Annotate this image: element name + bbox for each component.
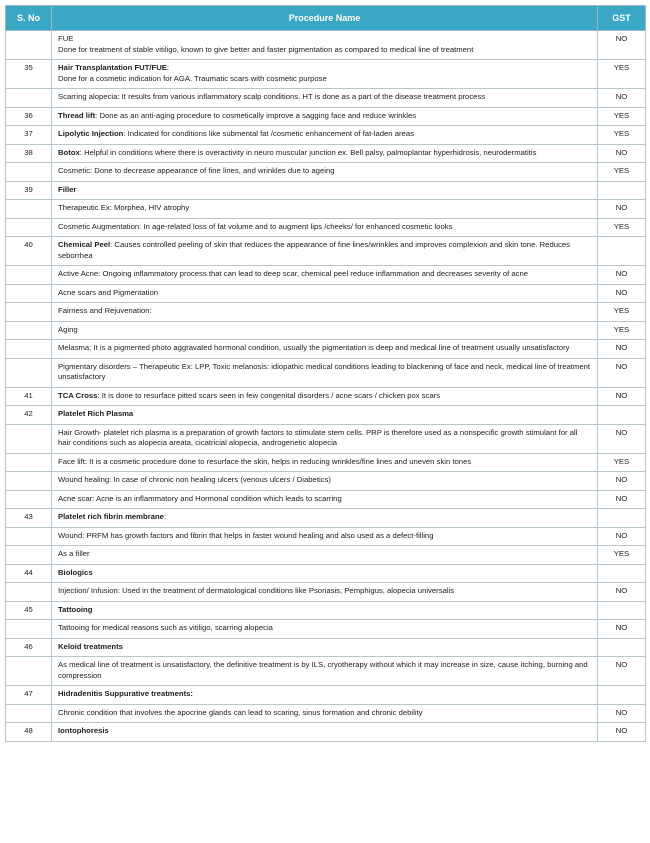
- procedure-cell: [52, 686, 598, 705]
- procedure-description-line: [58, 568, 591, 579]
- procedure-description: Fairness and Rejuvenation:: [58, 306, 152, 315]
- gst-cell: NO: [598, 144, 646, 163]
- serial-number-cell: [6, 163, 52, 182]
- procedure-cell: [52, 527, 598, 546]
- serial-number-cell: 39: [6, 181, 52, 200]
- gst-cell: [598, 509, 646, 528]
- table-row: [6, 620, 646, 639]
- table-row: [6, 107, 646, 126]
- procedure-cell: [52, 266, 598, 285]
- table-row: [6, 200, 646, 219]
- gst-cell: NO: [598, 89, 646, 108]
- procedure-cell: [52, 620, 598, 639]
- header-row: [6, 6, 646, 31]
- procedure-cell: [52, 424, 598, 453]
- procedure-cell: [52, 583, 598, 602]
- procedure-description-line: [58, 325, 591, 336]
- procedure-description-line: [58, 222, 591, 233]
- table-header: [6, 6, 646, 31]
- procedure-description-line: [58, 726, 591, 737]
- procedure-description-line: [58, 111, 591, 122]
- serial-number-cell: [6, 358, 52, 387]
- table-row: [6, 340, 646, 359]
- procedure-cell: [52, 723, 598, 742]
- procedure-description: Wound: PRFM has growth factors and fibrin that helps in faster wound healing and also used as a defect-filling: [58, 530, 434, 540]
- table-row: [6, 527, 646, 546]
- gst-cell: NO: [598, 620, 646, 639]
- gst-cell: NO: [598, 424, 646, 453]
- table-row: [6, 472, 646, 491]
- serial-number-cell: 38: [6, 144, 52, 163]
- procedure-description-line: [58, 689, 591, 700]
- procedure-cell: [52, 144, 598, 163]
- serial-number-cell: [6, 89, 52, 108]
- procedure-description: Wound healing: In case of chronic non healing ulcers (venous ulcers / Diabetics): [58, 475, 331, 484]
- procedure-description-line: [58, 549, 591, 560]
- procedure-description-line: [58, 623, 591, 634]
- title-separator: :: [95, 110, 100, 120]
- table-row: [6, 284, 646, 303]
- table-row: [6, 723, 646, 742]
- procedure-description: Helpful in conditions where there is overactivity in neuro muscular junction ex. Bell palsy, palmoplantar hyperhidrosis, neurodermatitis: [84, 147, 537, 157]
- procedure-description: Face lift: It is a cosmetic procedure done to resurface the skin, helps in reducing wrinkles/fine lines and uneven skin tones: [58, 456, 472, 466]
- procedure-description-line: [58, 605, 591, 616]
- procedure-cell: [52, 546, 598, 565]
- serial-number-cell: [6, 472, 52, 491]
- table-row: [6, 89, 646, 108]
- procedure-description: Acne scar: Acne is an inflammatory and Hormonal condition which leads to scarring: [58, 493, 342, 503]
- procedure-description-line: [58, 240, 591, 261]
- procedure-description-line: [58, 166, 591, 177]
- table-row: [6, 490, 646, 509]
- serial-number-cell: 35: [6, 60, 52, 89]
- table-row: [6, 424, 646, 453]
- serial-number-cell: 42: [6, 406, 52, 425]
- serial-number-cell: [6, 321, 52, 340]
- procedure-title: Hidradenitis Suppurative treatments:: [58, 689, 193, 698]
- procedure-cell: [52, 472, 598, 491]
- procedure-title: TCA Cross: [58, 390, 98, 400]
- title-separator: :: [110, 240, 115, 249]
- serial-number-cell: 41: [6, 387, 52, 406]
- table-row: [6, 163, 646, 182]
- gst-cell: YES: [598, 546, 646, 565]
- procedure-description-line: [58, 428, 591, 449]
- gst-cell: NO: [598, 527, 646, 546]
- gst-cell: [598, 638, 646, 657]
- procedure-cell: [52, 107, 598, 126]
- procedure-description-line: [58, 531, 591, 542]
- table-row: [6, 638, 646, 657]
- serial-number-cell: [6, 284, 52, 303]
- procedure-description-line: [58, 288, 591, 299]
- procedure-cell: [52, 284, 598, 303]
- procedure-description: Injection/ Infusion: Used in the treatment of dermatological conditions like Psoriasis, Pemphigus, alopecia universalis: [58, 586, 455, 595]
- procedure-description: Causes controlled peeling of skin that reduces the appearance of fine lines/wrinkles and improves complexion and skin tone. Reduces seborrhea: [58, 240, 570, 260]
- gst-cell: [598, 601, 646, 620]
- procedure-title: Filler: [58, 184, 77, 194]
- table-body: [6, 31, 646, 742]
- gst-cell: YES: [598, 453, 646, 472]
- procedure-description-line: [58, 203, 591, 214]
- table-row: [6, 387, 646, 406]
- procedure-description-line: [58, 343, 591, 354]
- procedure-cell: [52, 89, 598, 108]
- procedure-title: Tattooing: [58, 604, 93, 614]
- gst-cell: YES: [598, 107, 646, 126]
- gst-cell: YES: [598, 303, 646, 322]
- serial-number-cell: 37: [6, 126, 52, 145]
- procedure-table: [5, 5, 646, 742]
- procedure-description-line: [58, 148, 591, 159]
- table-row: [6, 583, 646, 602]
- procedure-cell: [52, 200, 598, 219]
- procedure-description: Pigmentary disorders – Therapeutic Ex: LPP, Toxic melanosis: idiopathic medical conditions leading to blackening of face and neck, medical line of treatment unsatisfactory: [58, 361, 591, 381]
- procedure-description: Cosmetic Augmentation: In age-related loss of fat volume and to augment lips /cheeks/ for enhanced cosmetic looks: [58, 221, 453, 231]
- serial-number-cell: 45: [6, 601, 52, 620]
- gst-cell: YES: [598, 60, 646, 89]
- procedure-description-line: [58, 391, 591, 402]
- procedure-description-line: [58, 362, 591, 383]
- serial-number-cell: [6, 218, 52, 237]
- gst-cell: NO: [598, 31, 646, 60]
- procedure-cell: [52, 509, 598, 528]
- procedure-description-line: [58, 475, 591, 486]
- gst-column-header: GST: [598, 6, 646, 31]
- procedure-description-line: [58, 129, 591, 140]
- serial-number-cell: 48: [6, 723, 52, 742]
- procedure-cell: [52, 387, 598, 406]
- serial-number-cell: 46: [6, 638, 52, 657]
- procedure-description: Cosmetic: Done to decrease appearance of fine lines, and wrinkles due to ageing: [58, 166, 335, 175]
- procedure-title: Iontophoresis: [58, 726, 109, 735]
- gst-cell: NO: [598, 704, 646, 723]
- table-row: [6, 237, 646, 266]
- serial-number-cell: [6, 340, 52, 359]
- table-row: [6, 704, 646, 723]
- table-row: [6, 144, 646, 163]
- table-row: [6, 266, 646, 285]
- procedure-title: Platelet rich fibrin membrane: [58, 512, 164, 521]
- table-row: [6, 181, 646, 200]
- serial-number-cell: [6, 546, 52, 565]
- procedure-cell: [52, 490, 598, 509]
- procedure-description: Done as an anti-aging procedure to cosmetically improve a sagging face and reduce wrinkles: [99, 110, 417, 120]
- procedure-description: As medical line of treatment is unsatisfactory, the definitive treatment is by ILS, cryotherapy without which it may increase in size, cause itching, burning and compression: [58, 660, 588, 680]
- procedure-title: Hair Transplantation FUT/FUE: [58, 63, 167, 72]
- serial-number-cell: 43: [6, 509, 52, 528]
- gst-cell: NO: [598, 723, 646, 742]
- procedure-cell: [52, 657, 598, 686]
- serial-number-cell: [6, 266, 52, 285]
- gst-cell: NO: [598, 657, 646, 686]
- serial-number-cell: 36: [6, 107, 52, 126]
- gst-cell: YES: [598, 218, 646, 237]
- table-row: [6, 126, 646, 145]
- procedure-cell: [52, 237, 598, 266]
- title-separator: :: [123, 129, 128, 138]
- gst-cell: [598, 564, 646, 583]
- procedure-cell: [52, 218, 598, 237]
- procedure-description: Therapeutic Ex: Morphea, HIV atrophy: [58, 203, 190, 212]
- serial-number-cell: [6, 303, 52, 322]
- gst-cell: NO: [598, 340, 646, 359]
- title-separator: :: [166, 63, 170, 72]
- sno-column-header: S. No: [6, 6, 52, 31]
- title-separator: :: [97, 390, 102, 400]
- table-row: [6, 31, 646, 60]
- procedure-description-second-line: Done for treatment of stable vitiligo, known to give better and faster pigmentation as compared to medical line of treatment: [58, 44, 474, 54]
- procedure-title: Lipolytic Injection: [58, 129, 124, 138]
- procedure-description: Hair Growth- platelet rich plasma is a preparation of growth factors to stimulate stem cells. PRP is therefore used as a nonspecific growth stimulant for all hair conditions such as alopecia areata, cicatricial alopecia, androgenetic alopecia: [58, 427, 578, 447]
- procedure-description: Scarring alopecia: It results from various inflammatory scalp conditions. HT is done as a part of the disease treatment process: [58, 92, 486, 101]
- title-separator: :: [163, 512, 167, 521]
- gst-cell: NO: [598, 266, 646, 285]
- procedure-description-line: [58, 185, 591, 196]
- procedure-cell: [52, 638, 598, 657]
- table-row: [6, 406, 646, 425]
- procedure-description-line: [58, 269, 591, 280]
- procedure-description: Indicated for conditions like submental fat /cosmetic enhancement of fat-laden areas: [127, 129, 414, 138]
- gst-cell: [598, 686, 646, 705]
- procedure-description: Melasma: It is a pigmented photo aggravated hormonal condition, usually the pigmentation is deep and medical line of treatment usually unsatisfactory: [58, 343, 570, 352]
- procedure-description: FUE: [58, 34, 74, 43]
- procedure-description-line: [58, 660, 591, 681]
- procedure-cell: [52, 163, 598, 182]
- gst-cell: [598, 406, 646, 425]
- gst-cell: NO: [598, 490, 646, 509]
- table-row: [6, 546, 646, 565]
- procedure-description: Active Acne: Ongoing inflammatory process that can lead to deep scar, chemical peel reduce inflammation and decreases severity of acne: [58, 269, 529, 278]
- procedure-description-line: [58, 34, 591, 45]
- procedure-description-line: [58, 63, 591, 74]
- table-row: [6, 218, 646, 237]
- procedure-cell: [52, 340, 598, 359]
- procedure-description-second-line: Done for a cosmetic indication for AGA. Traumatic scars with cosmetic purpose: [58, 73, 327, 83]
- table-row: [6, 60, 646, 89]
- serial-number-cell: [6, 620, 52, 639]
- procedure-description: Tattooing for medical reasons such as vitiligo, scarring alopecia: [58, 623, 273, 632]
- procedure-title: Biologics: [58, 567, 93, 577]
- gst-cell: YES: [598, 163, 646, 182]
- serial-number-cell: [6, 424, 52, 453]
- procedure-column-header: Procedure Name: [52, 6, 598, 31]
- table-row: [6, 564, 646, 583]
- serial-number-cell: 44: [6, 564, 52, 583]
- gst-cell: [598, 181, 646, 200]
- gst-cell: NO: [598, 358, 646, 387]
- serial-number-cell: [6, 527, 52, 546]
- gst-cell: YES: [598, 321, 646, 340]
- serial-number-cell: [6, 704, 52, 723]
- procedure-description: As a filler: [58, 549, 90, 558]
- serial-number-cell: [6, 583, 52, 602]
- title-separator: :: [79, 147, 85, 157]
- procedure-description: Aging: [58, 324, 78, 334]
- procedure-cell: [52, 321, 598, 340]
- procedure-description-line: [58, 409, 591, 420]
- procedure-cell: [52, 358, 598, 387]
- serial-number-cell: 40: [6, 237, 52, 266]
- procedure-description-line: [58, 586, 591, 597]
- gst-cell: [598, 237, 646, 266]
- procedure-cell: [52, 303, 598, 322]
- procedure-cell: [52, 31, 598, 60]
- procedure-description-line: [58, 92, 591, 103]
- procedure-description-line: [58, 494, 591, 505]
- procedure-description-line: [58, 512, 591, 523]
- serial-number-cell: [6, 31, 52, 60]
- procedure-title: Platelet Rich Plasma: [58, 409, 134, 418]
- table-row: [6, 601, 646, 620]
- table-row: [6, 453, 646, 472]
- procedure-cell: [52, 126, 598, 145]
- procedure-cell: [52, 601, 598, 620]
- gst-cell: NO: [598, 284, 646, 303]
- procedure-title: Botox: [58, 147, 80, 157]
- serial-number-cell: [6, 200, 52, 219]
- procedure-title: Thread lift: [58, 110, 96, 120]
- gst-cell: YES: [598, 126, 646, 145]
- table-row: [6, 358, 646, 387]
- procedure-description: Acne scars and Pigmentation: [58, 287, 158, 297]
- table-row: [6, 321, 646, 340]
- procedure-description-line: [58, 708, 591, 719]
- procedure-cell: [52, 704, 598, 723]
- procedure-cell: [52, 181, 598, 200]
- procedure-cell: [52, 60, 598, 89]
- procedure-title: Keloid treatments: [58, 641, 123, 651]
- procedure-cell: [52, 406, 598, 425]
- procedure-description: It is done to resurface pitted scars seen in few congenital disorders / acne scars / chicken pox scars: [101, 390, 441, 400]
- procedure-description-line: [58, 306, 591, 317]
- gst-cell: NO: [598, 472, 646, 491]
- serial-number-cell: 47: [6, 686, 52, 705]
- procedure-description-line: [58, 642, 591, 653]
- serial-number-cell: [6, 453, 52, 472]
- table-row: [6, 509, 646, 528]
- procedure-description: Chronic condition that involves the apocrine glands can lead to scaring, sinus formation and chronic debility: [58, 707, 423, 717]
- gst-cell: NO: [598, 583, 646, 602]
- gst-cell: NO: [598, 200, 646, 219]
- table-row: [6, 303, 646, 322]
- table-row: [6, 686, 646, 705]
- procedure-title: Chemical Peel: [58, 240, 111, 249]
- procedure-description-line: [58, 457, 591, 468]
- procedure-cell: [52, 564, 598, 583]
- serial-number-cell: [6, 657, 52, 686]
- table-row: [6, 657, 646, 686]
- serial-number-cell: [6, 490, 52, 509]
- procedure-cell: [52, 453, 598, 472]
- gst-cell: NO: [598, 387, 646, 406]
